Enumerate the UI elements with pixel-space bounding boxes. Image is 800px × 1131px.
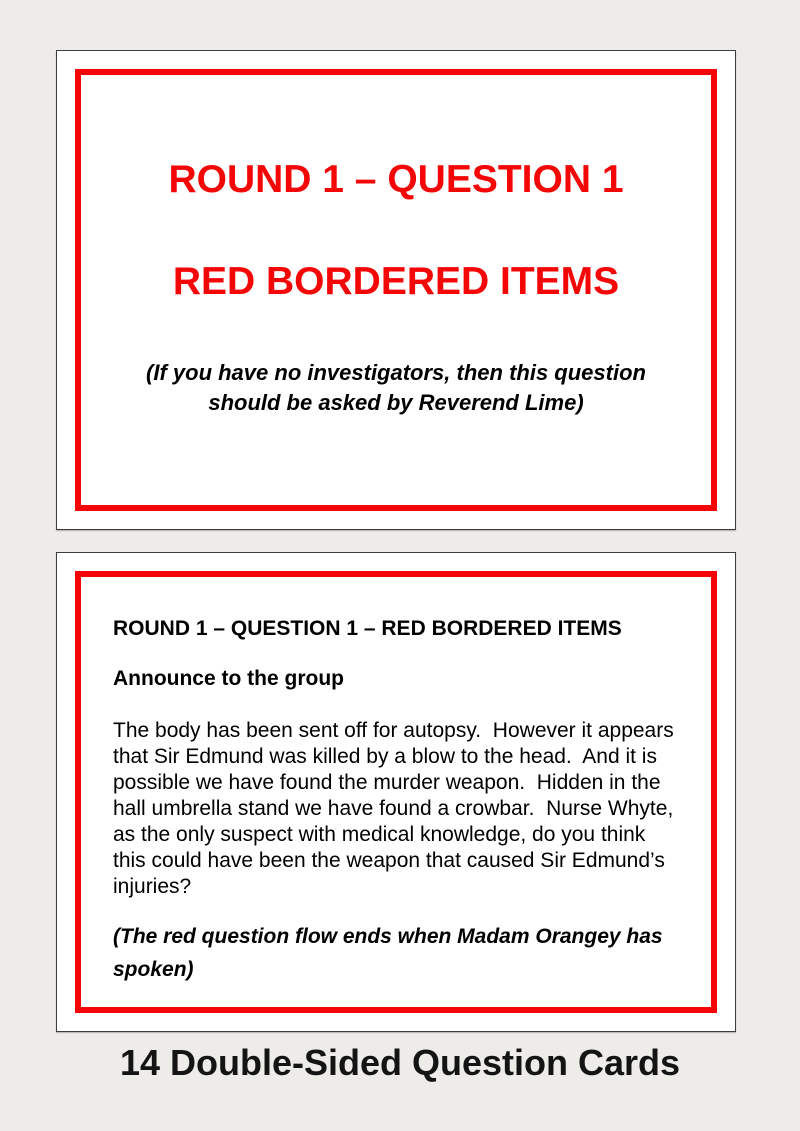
page-caption: 14 Double-Sided Question Cards (119, 1042, 681, 1083)
question-card-back (56, 552, 736, 1032)
card-front-instruction-note: (If you have no investigators, then this question should be asked by Reverend Lime) (146, 360, 653, 415)
card-back-heading: ROUND 1 – QUESTION 1 – RED BORDERED ITEMS (113, 617, 622, 640)
card-back-body-text: The body has been sent off for autopsy. However it appears that Sir Edmund was killed by a blow to the head. And it is possible we have found the murder weapon. Hidden in the hall umbrella stand we have found a crowbar. Nurse Whyte, as the only suspect with medical knowledge, do you think this could have been the weapon that caused Sir Edmund’s injuries? (113, 719, 680, 898)
card-back-subheading: Announce to the group (113, 667, 344, 690)
question-card-front (56, 50, 736, 530)
card-back-flow-note: (The red question flow ends when Madam Orangey has spoken) (113, 925, 669, 981)
card-front-title-round: ROUND 1 – QUESTION 1 (168, 158, 624, 201)
card-front-title-items: RED BORDERED ITEMS (172, 260, 620, 303)
